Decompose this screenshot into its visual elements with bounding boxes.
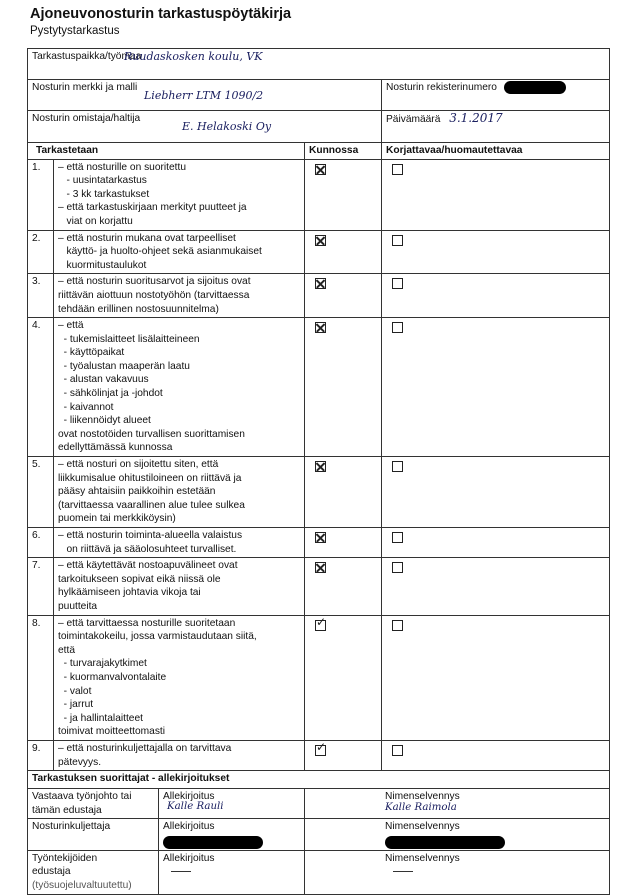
row-description-line: toimivat moitteettomasti xyxy=(58,726,166,738)
checklist-row xyxy=(28,740,610,770)
signer-role-line: Nosturinkuljettaja xyxy=(32,821,111,833)
owner-cell xyxy=(28,111,382,142)
row-description-line: hylkäämiseen johtavia vikoja tai xyxy=(58,587,201,599)
remarks-cell xyxy=(382,615,610,740)
checklist-row xyxy=(28,558,610,615)
ok-checkbox[interactable] xyxy=(315,278,326,289)
ok-checkbox[interactable] xyxy=(315,235,326,246)
row-description xyxy=(54,615,305,740)
inspection-form-table xyxy=(27,48,610,895)
row-description-line: - ja hallintalaitteet xyxy=(58,712,143,724)
signature-label: Allekirjoitus xyxy=(163,791,215,803)
ok-cell xyxy=(305,528,382,558)
row-description-line: - alustan vakavuus xyxy=(58,374,149,386)
ok-checkbox[interactable] xyxy=(315,322,326,333)
signature-row xyxy=(28,850,610,894)
row-description xyxy=(54,230,305,274)
row-number: 7. xyxy=(28,558,54,615)
row-description-line: edellyttämässä kunnossa xyxy=(58,442,173,454)
remarks-checkbox[interactable] xyxy=(392,322,403,333)
row-description-line: – että nosturi on sijoitettu siten, että xyxy=(58,459,219,471)
row-description-line: viat on korjattu xyxy=(58,215,133,227)
row-description-line: – että nosturin mukana ovat tarpeelliset xyxy=(58,232,236,244)
row-number: 5. xyxy=(28,457,54,528)
row-description-line: - työalustan maaperän laatu xyxy=(58,360,190,372)
row-description-line: - jarrut xyxy=(58,699,94,711)
checklist-row xyxy=(28,457,610,528)
remarks-checkbox[interactable] xyxy=(392,164,403,175)
row-description-line: pätevyys. xyxy=(58,756,102,768)
signature-value: Kalle Rauli xyxy=(167,800,224,812)
ok-checkbox[interactable] xyxy=(315,620,326,631)
owner-value: E. Helakoski Oy xyxy=(182,119,272,133)
ok-cell xyxy=(305,159,382,230)
signer-role-and-signature xyxy=(28,850,305,894)
column-header-inspected: Tarkastetaan xyxy=(28,142,305,159)
row-description xyxy=(54,558,305,615)
row-description xyxy=(54,159,305,230)
row-description xyxy=(54,457,305,528)
row-description-line: - 3 kk tarkastukset xyxy=(58,188,150,200)
blank-line xyxy=(171,871,191,872)
location-value: Ruudaskosken koulu, VK xyxy=(124,49,263,63)
row-description-line: (tarvittaessa vaarallinen alue tulee sulkea xyxy=(58,499,245,511)
row-description-line: - liikennöidyt alueet xyxy=(58,415,151,427)
signer-role-and-signature xyxy=(28,789,305,819)
signature-row xyxy=(28,819,610,851)
row-description-line: puutteita xyxy=(58,600,98,612)
row-description-line: - uusintatarkastus xyxy=(58,175,147,187)
signer-role-line: Työntekijöiden xyxy=(32,852,98,864)
row-description-line: – että tarkastuskirjaan merkityt puutteet ja xyxy=(58,202,247,214)
date-label: Päivämäärä xyxy=(386,114,441,126)
date-value: 3.1.2017 xyxy=(449,111,503,126)
row-description-line: - sähkölinjat ja -johdot xyxy=(58,388,163,400)
location-cell xyxy=(28,49,610,80)
remarks-checkbox[interactable] xyxy=(392,235,403,246)
row-description xyxy=(54,274,305,318)
remarks-cell xyxy=(382,274,610,318)
remarks-cell xyxy=(382,159,610,230)
row-description-line: pääsy ahtaisiin paikkoihin estetään xyxy=(58,486,216,498)
signature-box[interactable] xyxy=(159,851,304,894)
row-description-line: että xyxy=(58,644,75,656)
owner-label: Nosturin omistaja/haltija xyxy=(32,113,141,125)
row-description-line: - kuormanvalvontalaite xyxy=(58,671,167,683)
ok-cell xyxy=(305,558,382,615)
crane-value: Liebherr LTM 1090/2 xyxy=(144,88,264,102)
ok-checkbox[interactable] xyxy=(315,532,326,543)
signer-role-line: tämän edustaja xyxy=(32,804,102,816)
signature-box[interactable] xyxy=(159,819,304,850)
page-title: Ajoneuvonosturin tarkastuspöytäkirja xyxy=(30,6,292,22)
row-number: 1. xyxy=(28,159,54,230)
checklist-row xyxy=(28,230,610,274)
remarks-checkbox[interactable] xyxy=(392,532,403,543)
row-description-line: kuormitustaulukot xyxy=(58,259,147,271)
signer-role-line: edustaja xyxy=(32,866,71,878)
row-number: 6. xyxy=(28,528,54,558)
row-description-line: käyttö- ja huolto-ohjeet sekä asianmukaiset xyxy=(58,246,262,258)
redaction-bar xyxy=(163,836,263,849)
ok-cell xyxy=(305,740,382,770)
crane-label: Nosturin merkki ja malli xyxy=(32,82,138,94)
row-description xyxy=(54,740,305,770)
row-description-line: – että käytettävät nostoapuvälineet ovat xyxy=(58,560,238,572)
signature-row xyxy=(28,789,610,819)
signatures-section-title: Tarkastuksen suorittajat - allekirjoitukset xyxy=(28,771,610,789)
remarks-cell xyxy=(382,318,610,457)
row-description-line: riittävän aiottuun nostotyöhön (tarvittaessa xyxy=(58,289,250,301)
ok-checkbox[interactable] xyxy=(315,745,326,756)
signer-role-line: Vastaava työnjohto tai xyxy=(32,791,132,803)
row-description-line: – että nosturille on suoritettu xyxy=(58,161,186,173)
remarks-checkbox[interactable] xyxy=(392,562,403,573)
ok-checkbox[interactable] xyxy=(315,164,326,175)
row-number: 3. xyxy=(28,274,54,318)
signature-box[interactable] xyxy=(159,789,304,818)
remarks-cell xyxy=(382,230,610,274)
crane-cell xyxy=(28,80,382,111)
remarks-checkbox[interactable] xyxy=(392,620,403,631)
ok-checkbox[interactable] xyxy=(315,461,326,472)
row-description-line: ovat nostotöiden turvallisen suorittamisen xyxy=(58,428,245,440)
redaction-bar xyxy=(504,81,566,94)
remarks-checkbox[interactable] xyxy=(392,461,403,472)
redaction-bar xyxy=(385,836,505,849)
signer-role-box xyxy=(28,851,159,894)
ok-checkbox[interactable] xyxy=(315,562,326,573)
row-description-line: tarkoitukseen sopivat eikä niissä ole xyxy=(58,573,221,585)
signer-role-line: (työsuojeluvaltuutettu) xyxy=(32,880,132,892)
signature-label: Allekirjoitus xyxy=(163,821,215,833)
row-description-line: – että xyxy=(58,320,84,332)
row-description xyxy=(54,528,305,558)
ok-cell xyxy=(305,318,382,457)
row-description-line: – että tarvittaessa nosturille suoritetaan xyxy=(58,617,236,629)
row-number: 4. xyxy=(28,318,54,457)
name-clarification-label: Nimenselvennys xyxy=(385,791,460,803)
name-clarification-box[interactable] xyxy=(305,819,610,851)
remarks-cell xyxy=(382,457,610,528)
remarks-checkbox[interactable] xyxy=(392,745,403,756)
checklist-row xyxy=(28,274,610,318)
name-clarification-box[interactable] xyxy=(305,789,610,819)
signer-role-and-signature xyxy=(28,819,305,851)
registration-cell xyxy=(382,80,610,111)
signer-role-box xyxy=(28,819,159,850)
row-number: 2. xyxy=(28,230,54,274)
row-description-line: puomein tai merkkiköysin) xyxy=(58,513,176,525)
row-description-line: toimintakokeilu, jossa varmistaudutaan siitä, xyxy=(58,631,257,643)
row-description-line: - tukemislaitteet lisälaitteineen xyxy=(58,333,200,345)
row-description-line: – että nosturin suoritusarvot ja sijoitus ovat xyxy=(58,276,251,288)
registration-label: Nosturin rekisterinumero xyxy=(386,82,497,94)
checklist-row xyxy=(28,528,610,558)
checklist-row xyxy=(28,615,610,740)
page-subtitle: Pystytystarkastus xyxy=(30,25,120,37)
location-label: Tarkastuspaikka/työmaa xyxy=(32,51,142,62)
row-description-line: – että nosturin toiminta-alueella valaistus xyxy=(58,530,243,541)
remarks-cell xyxy=(382,528,610,558)
remarks-cell xyxy=(382,558,610,615)
row-number: 8. xyxy=(28,615,54,740)
row-number: 9. xyxy=(28,740,54,770)
checklist-row xyxy=(28,159,610,230)
row-description-line: - kaivannot xyxy=(58,401,114,413)
column-header-remarks: Korjattavaa/huomautettavaa xyxy=(382,142,610,159)
row-description-line: - valot xyxy=(58,685,92,697)
row-description-line: on riittävä ja sääolosuhteet turvalliset. xyxy=(58,543,237,555)
row-description xyxy=(54,318,305,457)
name-clarification-label: Nimenselvennys xyxy=(385,821,460,833)
row-description-line: – että nosturinkuljettajalla on tarvittava xyxy=(58,742,232,754)
remarks-cell xyxy=(382,740,610,770)
row-description-line: - käyttöpaikat xyxy=(58,347,125,359)
name-clarification-label: Nimenselvennys xyxy=(385,852,460,864)
ok-cell xyxy=(305,274,382,318)
row-description-line: tehdään erillinen nostosuunnitelma) xyxy=(58,303,219,315)
row-description-line: - turvarajakytkimet xyxy=(58,658,147,670)
signer-role-box xyxy=(28,789,159,818)
blank-line xyxy=(393,871,413,872)
ok-cell xyxy=(305,230,382,274)
column-header-ok: Kunnossa xyxy=(305,142,382,159)
remarks-checkbox[interactable] xyxy=(392,278,403,289)
row-description-line: liikkumisalue ohitustiloineen on riittävä ja xyxy=(58,472,242,484)
checklist-row xyxy=(28,318,610,457)
name-clarification-box[interactable] xyxy=(305,850,610,894)
ok-cell xyxy=(305,457,382,528)
signature-label: Allekirjoitus xyxy=(163,852,215,864)
ok-cell xyxy=(305,615,382,740)
date-cell xyxy=(382,111,610,142)
name-clarification-value: Kalle Raimola xyxy=(385,801,457,813)
